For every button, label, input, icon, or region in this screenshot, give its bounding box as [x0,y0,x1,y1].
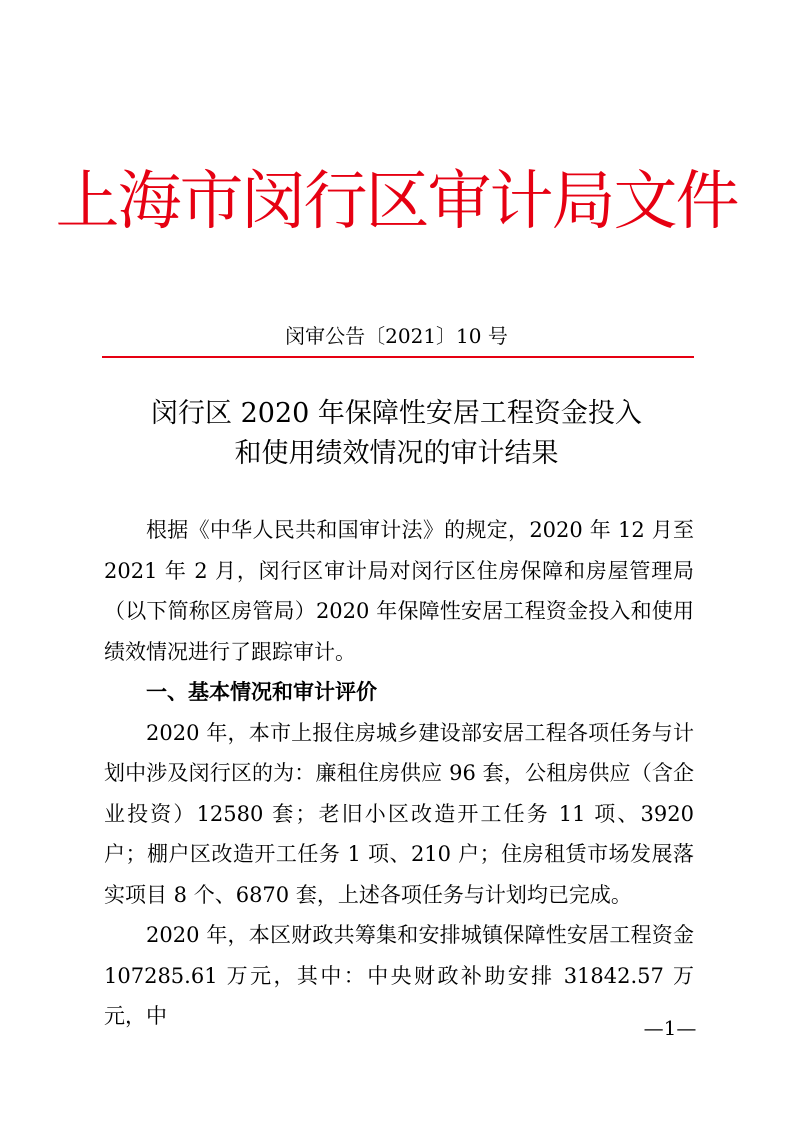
document-title-line-1: 闵行区 2020 年保障性安居工程资金投入 [151,398,642,429]
section-heading: 一、基本情况和审计评价 [146,680,377,704]
header-divider [102,356,694,358]
body-paragraph: 2020 年，本市上报住房城乡建设部安居工程各项任务与计划中涉及闵行区的为：廉租住房供应 96 套，公租房供应（含企业投资）12580 套；老旧小区改造开工任务 11 项、3920 户；棚户区改造开工任务 1 项、210 户；住房租赁市场发展落实项目 8 个、6870 套，上述各项任务与计划均已完成。 [104,720,694,907]
document-body [104,510,694,1037]
document-title [0,394,793,474]
document-header-title: 上海市闵行区审计局文件 [55,165,738,239]
intro-paragraph: 根据《中华人民共和国审计法》的规定，2020 年 12 月至 2021 年 2 月，闵行区审计局对闵行区住房保障和房屋管理局（以下简称区房管局）2020 年保障性安居工程资金投入和使用绩效情况进行了跟踪审计。 [104,518,694,664]
document-title-line-2: 和使用绩效情况的审计结果 [234,438,559,469]
document-number: 闵审公告〔2021〕10 号 [285,324,508,348]
body-paragraph: 2020 年，本区财政共筹集和安排城镇保障性安居工程资金 107285.61 万元，其中：中央财政补助安排 31842.57 万元，中 [104,923,694,1028]
page-number: —1— [643,1016,697,1040]
